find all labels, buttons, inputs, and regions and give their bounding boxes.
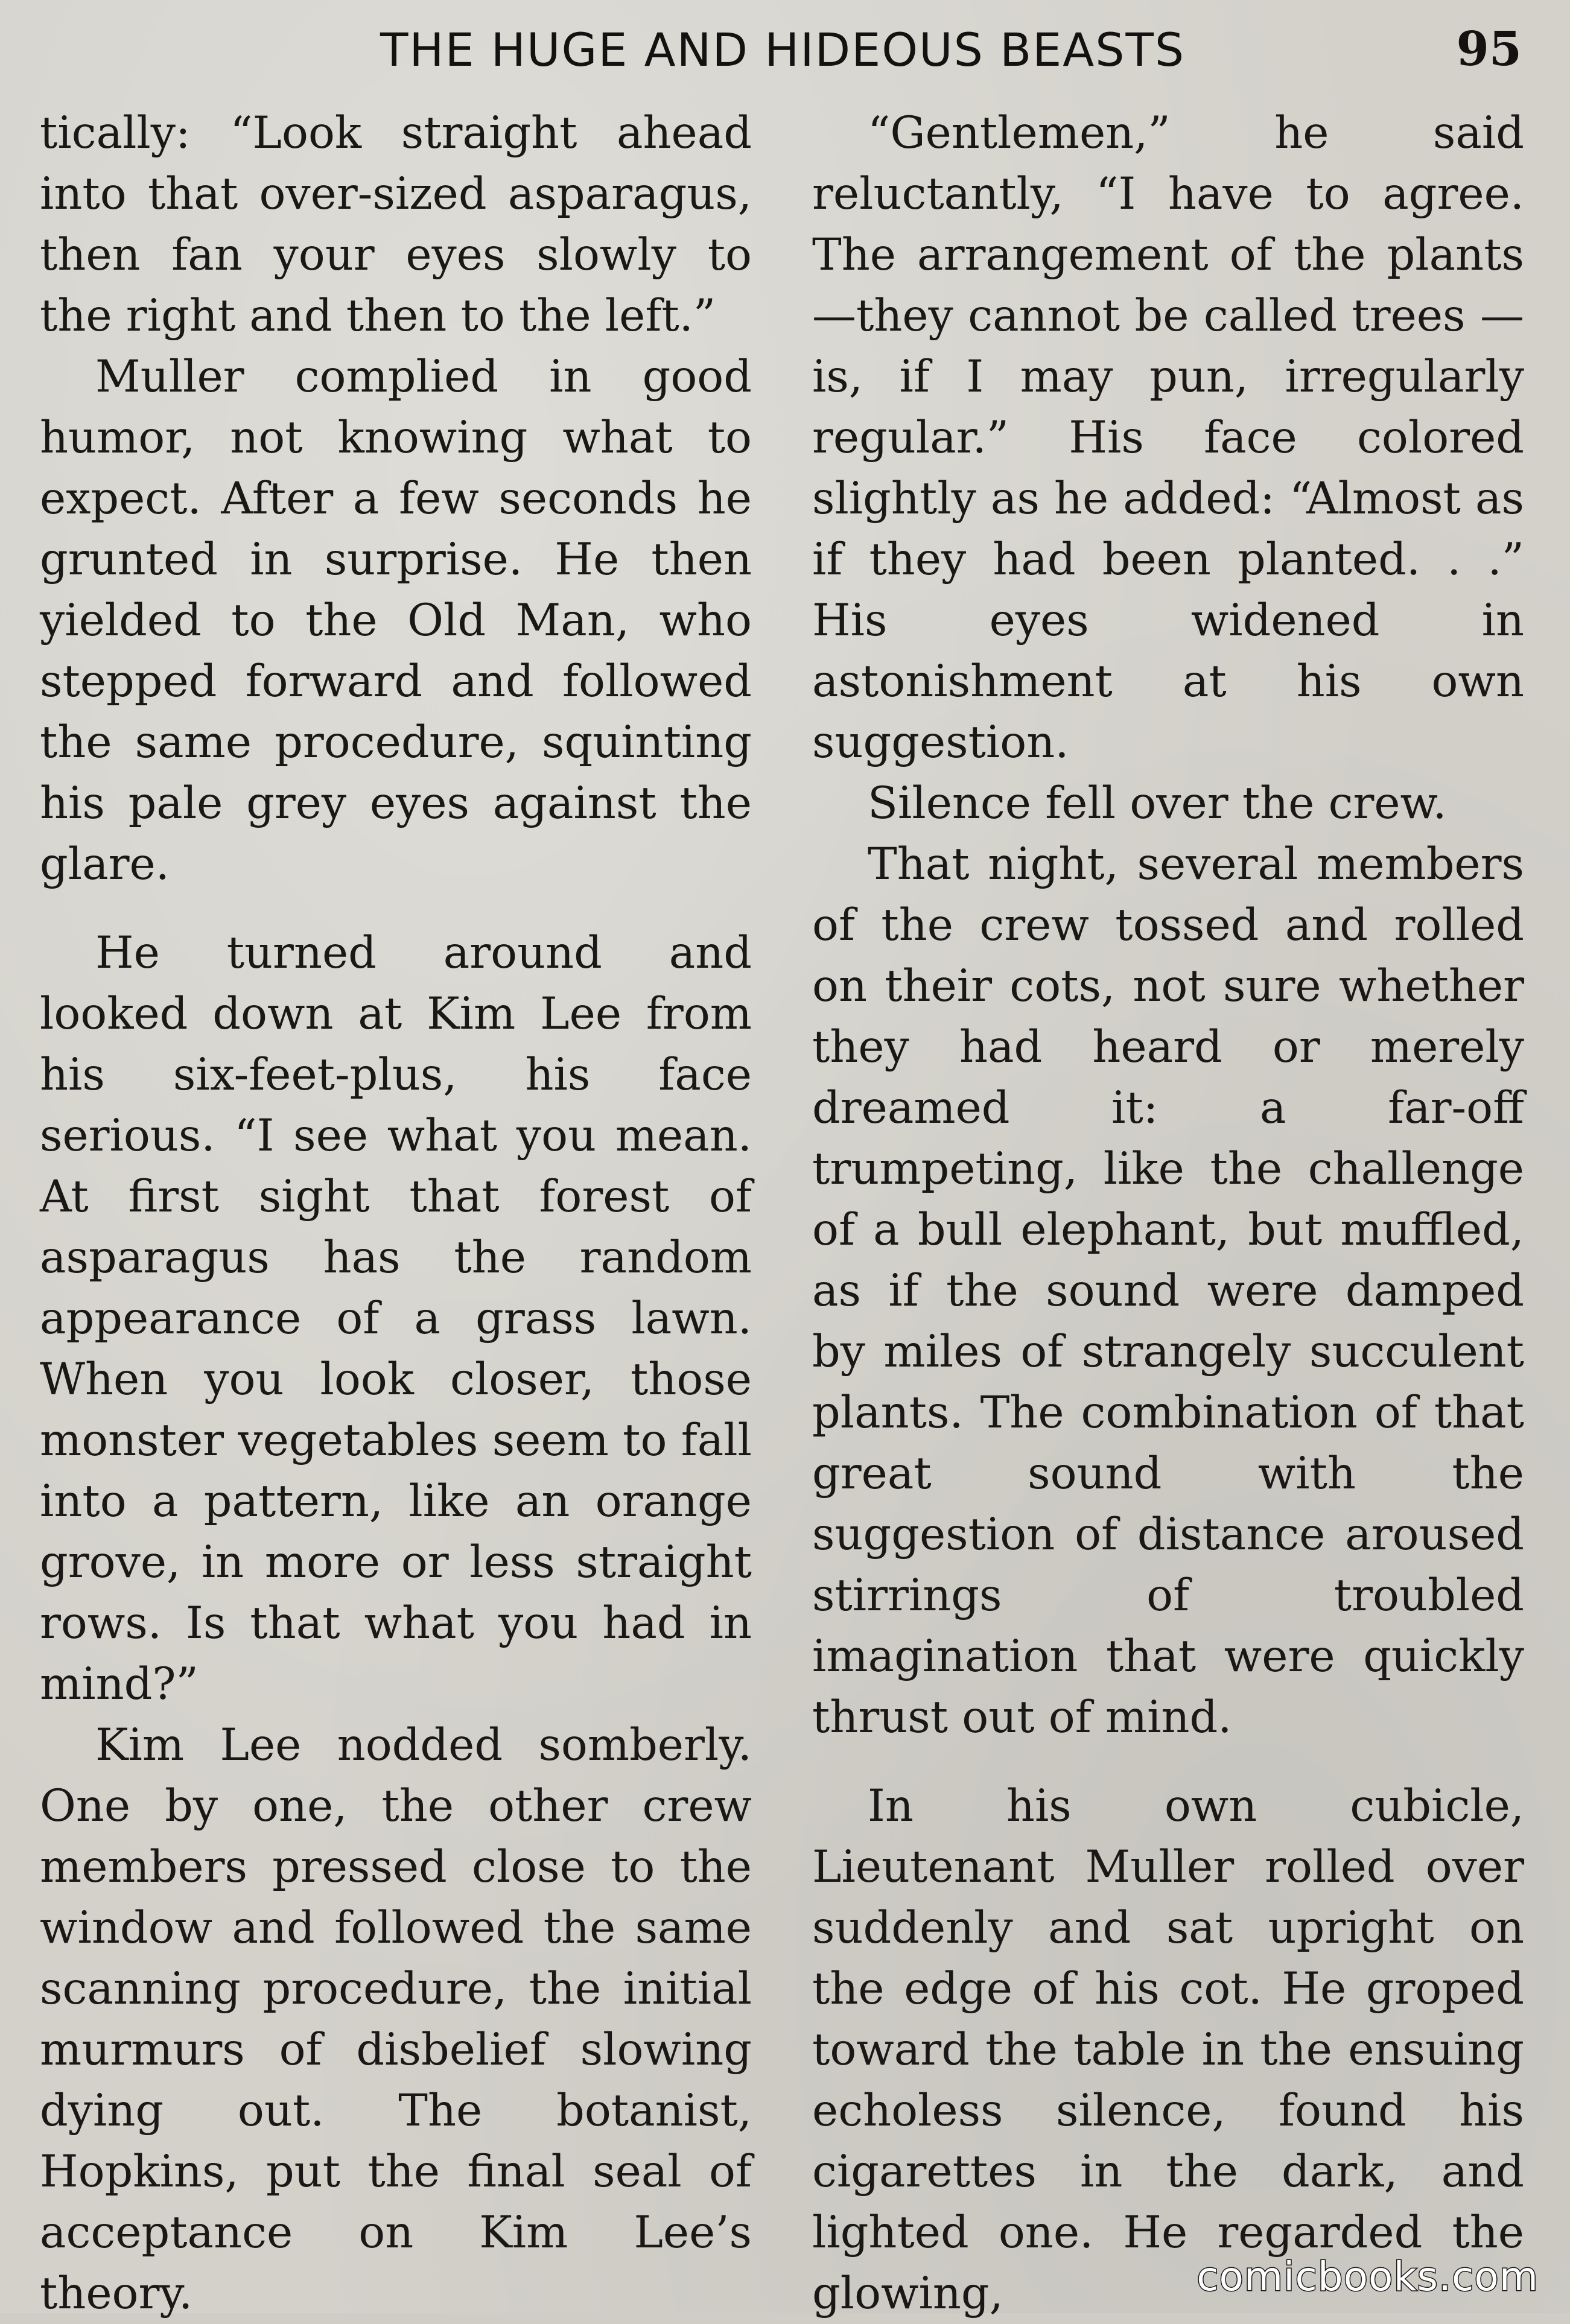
page-header (0, 18, 1570, 90)
left-text-column (40, 103, 752, 2319)
paragraph: Kim Lee nodded somberly. One by one, the other crew members pressed close to the window and followed the same scanning procedure, the initial murmurs of disbelief slowing dying out. The botanist, Hopkins, put the final seal of acceptance on Kim Lee’s theory. (40, 1719, 752, 2319)
paragraph: He turned around and looked down at Kim Lee from his six-feet-plus, his face serious. “I see what you mean. At first sight that forest of asparagus has the random appearance of a grass lawn. When you look closer, those monster vegetables seem to fall into a pattern, like an orange grove, in more or less straight rows. Is that what you had in mind?” (40, 927, 752, 1710)
paragraph: Silence fell over the crew. (868, 778, 1447, 829)
paragraph: That night, several members of the crew tossed and rolled on their cots, not sure whether they had heard or merely dreamed it: a far-off trumpeting, like the challenge of a bull elephant, but muffled, as if the sound were damped by miles of strangely succulent plants. The combination of that great sound with the suggestion of distance aroused stirrings of troubled imagination that were quickly thrust out of mind. (812, 839, 1524, 1743)
paragraph: tically: “Look straight ahead into that over-sized asparagus, then fan your eyes slowly to the right and then to the left.” (40, 107, 752, 341)
site-watermark: comicbooks.com (1197, 2253, 1539, 2300)
paragraph: Muller complied in good humor, not knowing what to expect. After a few seconds he grunted in surprise. He then yielded to the Old Man, who stepped forward and followed the same procedure, squinting his pale grey eyes against the glare. (40, 351, 752, 890)
running-title: THE HUGE AND HIDEOUS BEASTS (380, 23, 1186, 77)
paragraph: In his own cubicle, Lieutenant Muller rolled over suddenly and sat upright on the edge of his cot. He groped toward the table in the ensuing echoless silence, found his cigarettes in the dark, and lighted one. He regarded the glowing, (812, 1780, 1524, 2319)
page-number: 95 (1456, 22, 1522, 77)
paragraph: “Gentlemen,” he said reluctantly, “I have to agree. The arrangement of the plants —they cannot be called trees —is, if I may pun, irregularly regular.” His face colored slightly as he added: “Almost as if they had been planted. . .” His eyes widened in astonishment at his own suggestion. (812, 107, 1524, 768)
